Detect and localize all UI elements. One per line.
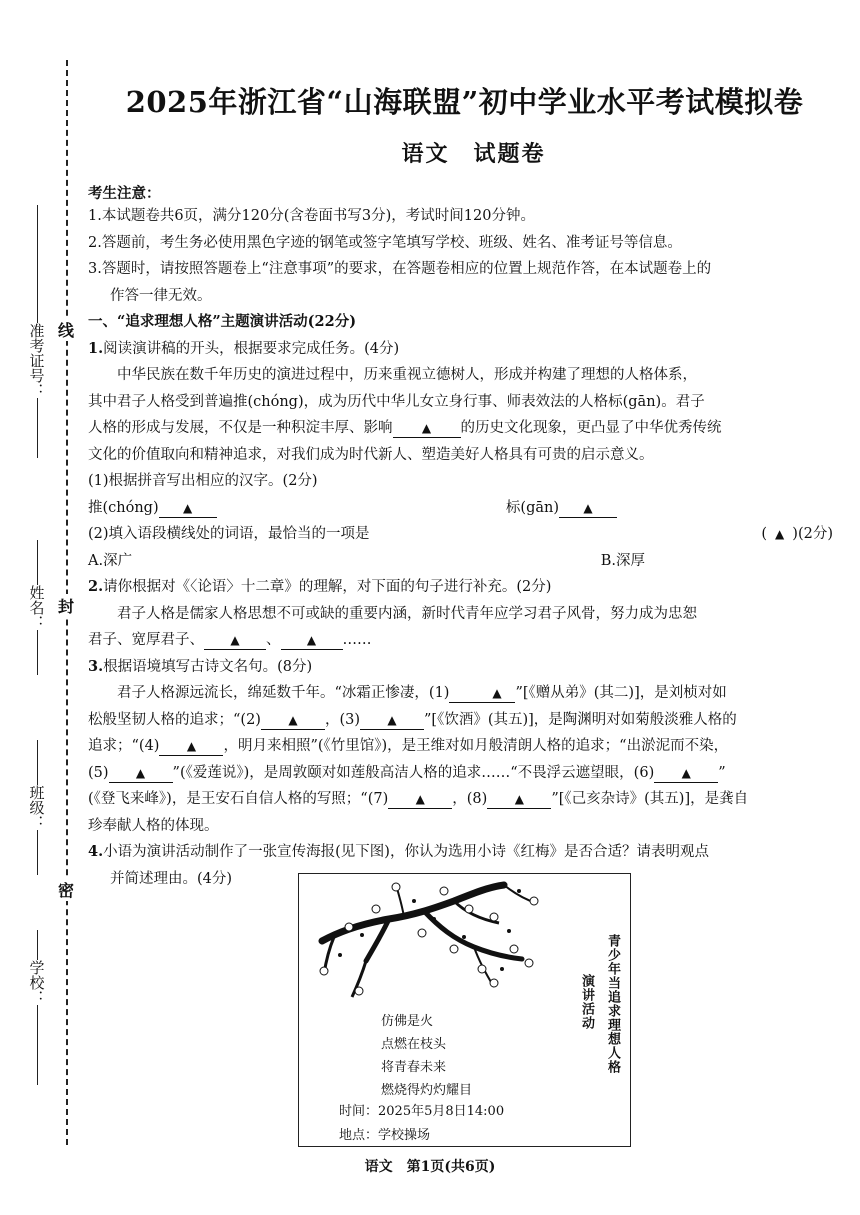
exam-content (88, 70, 833, 892)
binding-margin (0, 0, 80, 1215)
exam-number-field[interactable] (22, 205, 52, 458)
notice-heading: 考生注意： (88, 185, 161, 202)
name-label: 姓名： (27, 585, 46, 630)
sub-question: (1)根据拼音写出相应的汉字。(2分) (88, 473, 318, 489)
answer-blank[interactable]: ▲ (109, 764, 173, 783)
passage-line: 文化的价值取向和精神追求，对我们成为时代新人、塑造美好人格具有可贵的启示意义。 (88, 446, 654, 463)
question-stem: 并简述理由。(4分) (110, 870, 233, 887)
question-number: 2. (88, 578, 104, 595)
poem-line: 燃烧得灼灼耀目 (381, 1083, 473, 1098)
answer-bracket[interactable]: ▲ (775, 527, 785, 541)
question-stem: 请你根据对《〈论语〉十二章》的理解，对下面的句子进行补充。(2分) (103, 579, 552, 595)
notice-item: 1.本试题卷共6页，满分120分(含卷面书写3分)，考试时间120分钟。 (88, 208, 535, 224)
notice-item: 3.答题时，请按照答题卷上“注意事项”的要求，在答题卷相应的位置上规范作答，在本试题卷上的 (88, 261, 712, 277)
answer-blank[interactable]: ▲ (654, 764, 718, 783)
passage-line: 其中君子人格受到普遍推(chóng)，成为历代中华儿女立身行事、师表效法的人格标(gān)。君子 (88, 393, 705, 410)
poster-time: 时间：2025年5月8日14:00 (339, 1104, 505, 1119)
passage-line: 君子人格是儒家人格思想不可或缺的重要内涵，新时代青年应学习君子风骨，努力成为忠恕 (117, 605, 697, 622)
poster-slogan: 青少年当追求理想人格 (605, 934, 620, 1074)
answer-blank[interactable]: ▲ (261, 711, 325, 730)
question-number: 3. (88, 657, 104, 675)
answer-blank[interactable]: ▲ (159, 499, 217, 518)
pinyin-prompt: 推(chóng) (88, 499, 159, 516)
passage-line: 的历史文化现象，更凸显了中华优秀传统 (460, 420, 722, 436)
poster-place: 地点：学校操场 (339, 1128, 431, 1143)
poster-poem (381, 1010, 472, 1102)
poster-event: 演讲活动 (579, 974, 594, 1030)
question-stem: 根据语境填写古诗文名句。(8分) (103, 658, 313, 675)
seal-xian: 线 (57, 318, 75, 341)
answer-blank[interactable]: ▲ (204, 631, 266, 650)
promo-poster (298, 873, 631, 1147)
passage-line: 人格的形成与发展，不仅是一种积淀丰厚、影响 (88, 420, 393, 436)
answer-blank[interactable]: ▲ (449, 684, 515, 703)
exam-number-label: 准考证号： (27, 323, 46, 398)
question-number: 4. (88, 843, 104, 860)
sub-question: (2)填入语段横线处的词语，最恰当的一项是 (88, 526, 370, 542)
seal-feng: 封 (57, 594, 75, 617)
page-title: 2025年浙江省“山海联盟”初中学业水平考试模拟卷 (125, 85, 804, 119)
section-heading: 一、“追求理想人格”主题演讲活动(22分) (88, 313, 357, 330)
class-field[interactable] (22, 740, 52, 875)
class-label: 班级： (27, 785, 46, 830)
question-stem: 小语为演讲活动制作了一张宣传海报(见下图)，你认为选用小诗《红梅》是否合适？请表明观点 (103, 844, 709, 860)
notice-item: 2.答题前，考生务必使用黑色字迹的钢笔或签字笔填写学校、班级、姓名、准考证号等信息。 (88, 234, 682, 251)
passage-line: 中华民族在数千年历史的演进过程中，历来重视立德树人，形成并构建了理想的人格体系， (117, 367, 697, 383)
notice-block (88, 182, 833, 309)
poem-line: 仿佛是火 (381, 1014, 434, 1029)
question-1: 1.阅读演讲稿的开头，根据要求完成任务。(4分) 中华民族在数千年历史的演进过程中，历来重视立德树人，形成并构建了理想的人格体系， 其中君子人格受到普遍推(chóng)，成为历代中华儿女立身行事、师表效法的人格标(gān)。君子 人格的形成与发展，不仅是一种积淀丰厚、影响 ▲ 的历史文化现象，更凸显了中华优秀传统 文化的价值取向和精神追求，对我们成为时代新人、塑造美好人格具有可贵的启示意义。 (1)根据拼音写出相应的汉字。(2分) 推(chóng) ▲ 标(gān) ▲ (2)填入语段横线处的词语，最恰当的一项是 ( ▲ )(2分) A.深广 B.深厚 (88, 336, 833, 575)
answer-blank[interactable]: ▲ (159, 737, 223, 756)
poster-info (339, 1100, 504, 1148)
seal-mi: 密 (57, 878, 75, 901)
option-a: A.深广 (88, 552, 133, 569)
poem-line: 将青春未来 (381, 1060, 447, 1075)
answer-blank[interactable]: ▲ (487, 790, 551, 809)
question-2: 2.请你根据对《〈论语〉十二章》的理解，对下面的句子进行补充。(2分) 君子人格是儒家人格思想不可或缺的重要内涵，新时代青年应学习君子风骨，努力成为忠恕 君子、宽厚君子、 ▲ 、 ▲ …… (88, 574, 833, 654)
name-field[interactable] (22, 540, 52, 675)
school-field[interactable] (22, 930, 52, 1085)
page-footer: 语文 第1页(共6页) (364, 1159, 496, 1175)
question-3: 3.根据语境填写古诗文名句。(8分) 君子人格源远流长，绵延数千年。“冰霜正惨凄，(1) ▲ ”[《赠从弟》(其二)]，是刘桢对如 松般坚韧人格的追求；“(2) ▲ ，(3) ▲ ”[《饮酒》(其五)]，是陶渊明对如菊般淡雅人格的 追求；“(4) ▲ ，明月来相照”(《竹里馆》)，是王维对如月般清朗人格的追求；“出淤泥而不染， (5) ▲ ”(《爱莲说》)，是周敦颐对如莲般高洁人格的追求……“不畏浮云遮望眼，(6) ▲ ” (《登飞来峰》)，是王安石自信人格的写照；“(7) ▲ ，(8) ▲ ”[《己亥杂诗》(其五)]，是龚自 珍奉献人格的体现。 (88, 657, 749, 834)
poem-line: 点燃在枝头 (381, 1037, 447, 1052)
school-label: 学校： (27, 960, 46, 1005)
answer-blank[interactable]: ▲ (559, 499, 617, 518)
pinyin-prompt: 标(gān) (505, 499, 559, 516)
page-subtitle: 语文 试题卷 (401, 141, 546, 167)
question-number: 1. (88, 339, 104, 357)
plum-blossom-branch-image (304, 879, 544, 1009)
notice-item: 作答一律无效。 (110, 287, 212, 304)
answer-blank[interactable]: ▲ (281, 631, 343, 650)
option-b: B.深厚 (600, 552, 645, 569)
answer-blank[interactable]: ▲ (393, 419, 461, 438)
question-stem: 阅读演讲稿的开头，根据要求完成任务。(4分) (103, 340, 400, 357)
answer-blank[interactable]: ▲ (388, 790, 452, 809)
answer-blank[interactable]: ▲ (360, 711, 424, 730)
